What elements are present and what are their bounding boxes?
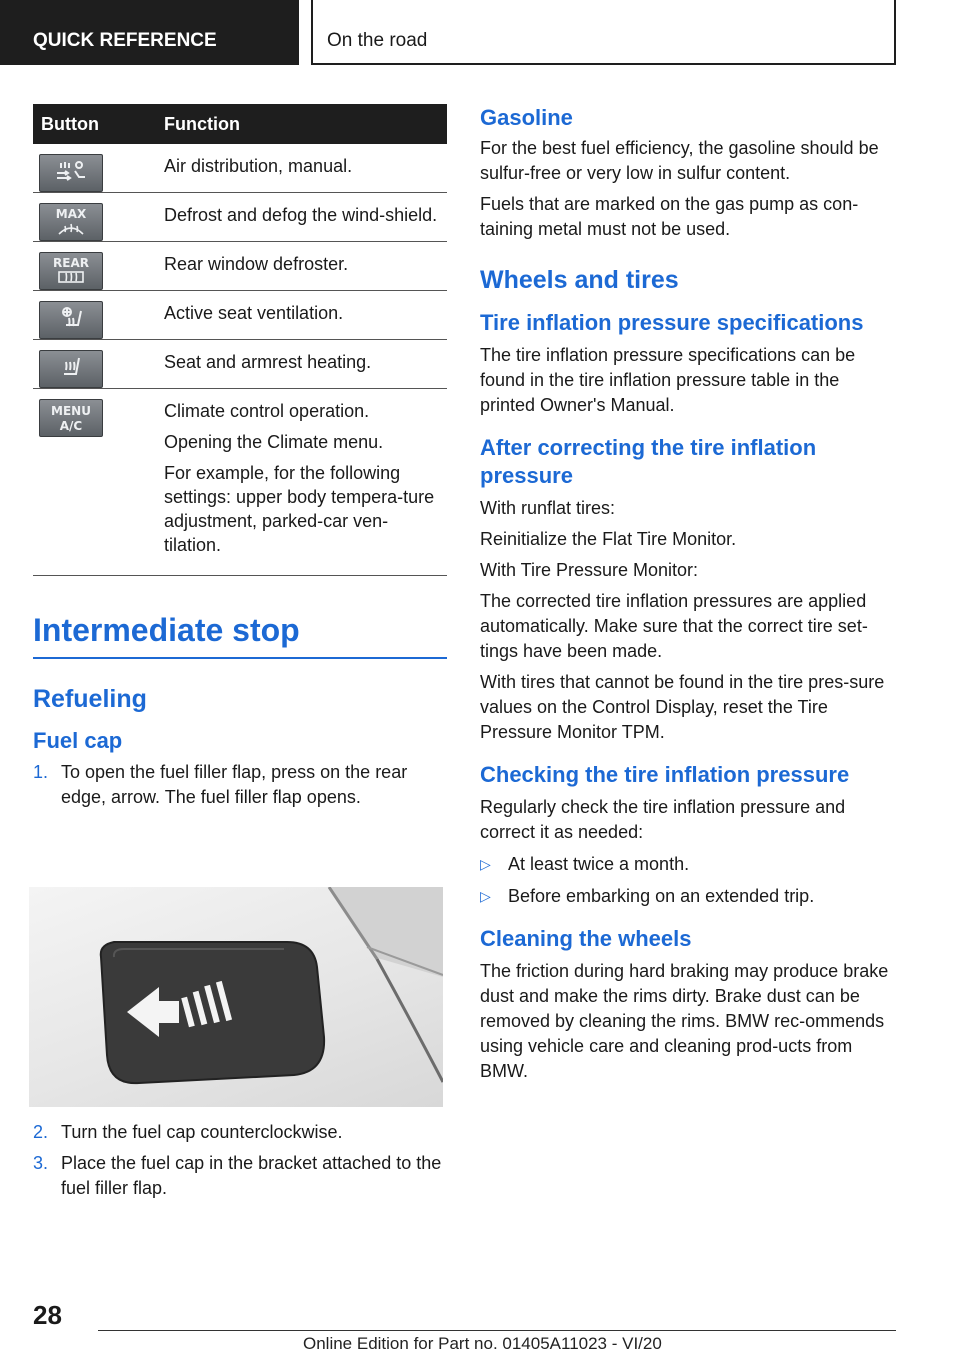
section-tab (0, 0, 299, 65)
table-row (33, 193, 447, 242)
table-row (33, 144, 447, 193)
list-item (33, 1120, 447, 1145)
step-number: 1. (33, 762, 49, 782)
step-text: Place the fuel cap in the bracket attached to the fuel filler flap. (61, 1153, 442, 1198)
page-number: 28 (33, 1300, 62, 1330)
step-text: To open the fuel filler flap, press on the rear edge, arrow. The fuel filler flap opens. (61, 762, 408, 807)
heading-fuel-cap: Fuel cap (33, 728, 123, 753)
footer-divider (98, 1330, 896, 1331)
heading-gasoline: Gasoline (480, 105, 573, 130)
triangle-bullet-icon: ▷ (480, 856, 491, 872)
function-text: Climate control operation. (164, 401, 370, 421)
table-row (33, 291, 447, 340)
heading-after-correcting: After correcting the tire inflation pressure (480, 435, 817, 488)
air-distribution-icon (39, 154, 103, 192)
table-row (33, 242, 447, 291)
col-header-function: Function (156, 104, 447, 144)
function-text: For example, for the following settings: upper body tempera-ture adjustment, parked-car ven-tilation. (164, 463, 435, 555)
step-number: 2. (33, 1122, 49, 1142)
heading-checking-pressure: Checking the tire inflation pressure (480, 762, 850, 787)
paragraph: Regularly check the tire inflation pressure and correct it as needed: (480, 797, 846, 842)
list-item (480, 884, 896, 909)
button-function-table (33, 104, 447, 576)
paragraph: Fuels that are marked on the gas pump as con-taining metal must not be used. (480, 194, 859, 239)
rear-defrost-icon (39, 252, 103, 290)
chapter-tab (311, 0, 896, 65)
table-row (33, 389, 447, 576)
list-item (480, 852, 896, 877)
icon-label: MENU (51, 403, 91, 418)
seat-ventilation-icon (39, 301, 103, 339)
function-text: Active seat ventilation. (164, 303, 344, 323)
function-text: Air distribution, manual. (164, 156, 353, 176)
right-column (480, 104, 896, 1084)
icon-label: REAR (53, 256, 89, 270)
heading-wheels-and-tires: Wheels and tires (480, 266, 679, 294)
icon-label: A/C (59, 418, 83, 433)
function-text: Opening the Climate menu. (164, 432, 384, 452)
table-row (33, 340, 447, 389)
menu-ac-icon (39, 399, 103, 437)
list-item (33, 760, 447, 810)
edition-footer: Online Edition for Part no. 01405A11023 - VI/20 (303, 1334, 662, 1353)
paragraph: For the best fuel efficiency, the gasoline should be sulfur-free or very low in sulfur content. (480, 138, 879, 183)
left-column (33, 104, 447, 810)
heading-refueling: Refueling (33, 685, 147, 713)
heading-cleaning-wheels: Cleaning the wheels (480, 926, 692, 951)
triangle-bullet-icon: ▷ (480, 888, 491, 904)
paragraph: With runflat tires: (480, 498, 616, 518)
seat-heating-icon (39, 350, 103, 388)
bullet-text: At least twice a month. (508, 854, 690, 874)
step-number: 3. (33, 1153, 49, 1173)
icon-label: MAX (55, 207, 87, 221)
table-header-row (33, 104, 447, 144)
max-defrost-icon (39, 203, 103, 241)
paragraph: With tires that cannot be found in the tire pres-sure values on the Control Display, reset the Tire Pressure Monitor TPM. (480, 672, 885, 742)
section-title: QUICK REFERENCE (33, 30, 217, 51)
col-header-button: Button (33, 104, 156, 144)
paragraph: With Tire Pressure Monitor: (480, 560, 699, 580)
fuel-flap-photo (29, 887, 443, 1107)
paragraph: The friction during hard braking may produce brake dust and make the rims dirty. Brake dust can be removed by cleaning the rims. BMW rec-ommends using vehicle care and cleaning prod-ucts from BMW. (480, 961, 889, 1081)
bullet-text: Before embarking on an extended trip. (508, 886, 815, 906)
heading-intermediate-stop: Intermediate stop (33, 612, 447, 659)
function-text: Rear window defroster. (164, 254, 349, 274)
function-text: Seat and armrest heating. (164, 352, 372, 372)
function-text: Defrost and defog the wind-shield. (164, 205, 438, 225)
chapter-title: On the road (327, 30, 428, 51)
paragraph: The tire inflation pressure specifications can be found in the tire inflation pressure table in the printed Owner's Manual. (480, 345, 856, 415)
paragraph: The corrected tire inflation pressures are applied automatically. Make sure that the correct tire set-tings have been made. (480, 591, 868, 661)
list-item (33, 1151, 447, 1201)
step-text: Turn the fuel cap counterclockwise. (61, 1122, 343, 1142)
paragraph: Reinitialize the Flat Tire Monitor. (480, 529, 737, 549)
steps-continued (33, 1120, 447, 1201)
heading-tire-pressure-specs: Tire inflation pressure specifications (480, 310, 864, 335)
